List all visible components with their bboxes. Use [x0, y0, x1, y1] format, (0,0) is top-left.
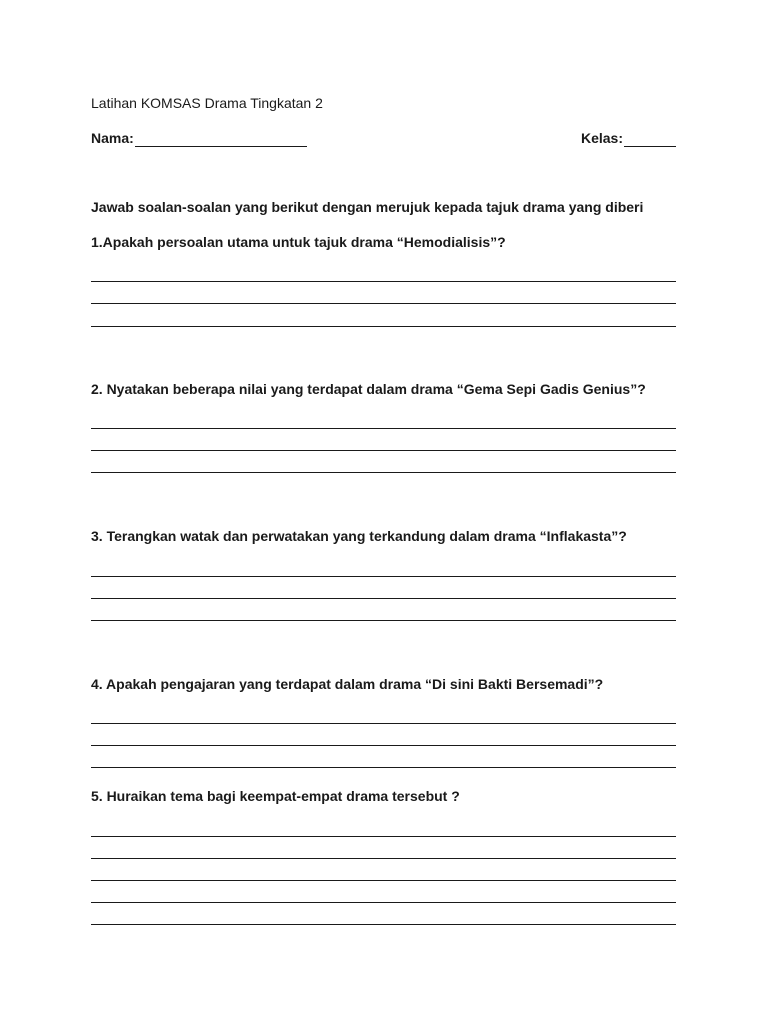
answer-line[interactable]: [91, 745, 676, 746]
student-info-row: [91, 129, 676, 147]
instructions: Jawab soalan-soalan yang berikut dengan merujuk kepada tajuk drama yang diberi: [91, 199, 644, 215]
question-3: 3. Terangkan watak dan perwatakan yang terkandung dalam drama “Inflakasta”?: [91, 528, 627, 544]
question-5: 5. Huraikan tema bagi keempat-empat drama tersebut ?: [91, 788, 460, 804]
answer-line[interactable]: [91, 576, 676, 577]
answer-line[interactable]: [91, 767, 676, 768]
answer-line[interactable]: [91, 598, 676, 599]
answer-line[interactable]: [91, 902, 676, 903]
name-field[interactable]: [91, 129, 307, 147]
answer-line[interactable]: [91, 303, 676, 304]
answer-line[interactable]: [91, 472, 676, 473]
answer-line[interactable]: [91, 326, 676, 327]
answer-line[interactable]: [91, 880, 676, 881]
answer-line[interactable]: [91, 858, 676, 859]
name-label: Nama:: [91, 130, 134, 146]
name-blank-line[interactable]: [135, 131, 307, 147]
class-blank-line[interactable]: [624, 131, 676, 147]
answer-line[interactable]: [91, 924, 676, 925]
question-1: 1.Apakah persoalan utama untuk tajuk drama “Hemodialisis”?: [91, 234, 506, 250]
answer-line[interactable]: [91, 723, 676, 724]
class-field[interactable]: [581, 129, 676, 147]
worksheet-title: Latihan KOMSAS Drama Tingkatan 2: [91, 95, 323, 111]
answer-line[interactable]: [91, 836, 676, 837]
answer-line[interactable]: [91, 428, 676, 429]
answer-line[interactable]: [91, 450, 676, 451]
question-4: 4. Apakah pengajaran yang terdapat dalam drama “Di sini Bakti Bersemadi”?: [91, 676, 604, 692]
question-2: 2. Nyatakan beberapa nilai yang terdapat dalam drama “Gema Sepi Gadis Genius”?: [91, 381, 646, 397]
class-label: Kelas:: [580, 130, 623, 146]
answer-line[interactable]: [91, 281, 676, 282]
answer-line[interactable]: [91, 620, 676, 621]
